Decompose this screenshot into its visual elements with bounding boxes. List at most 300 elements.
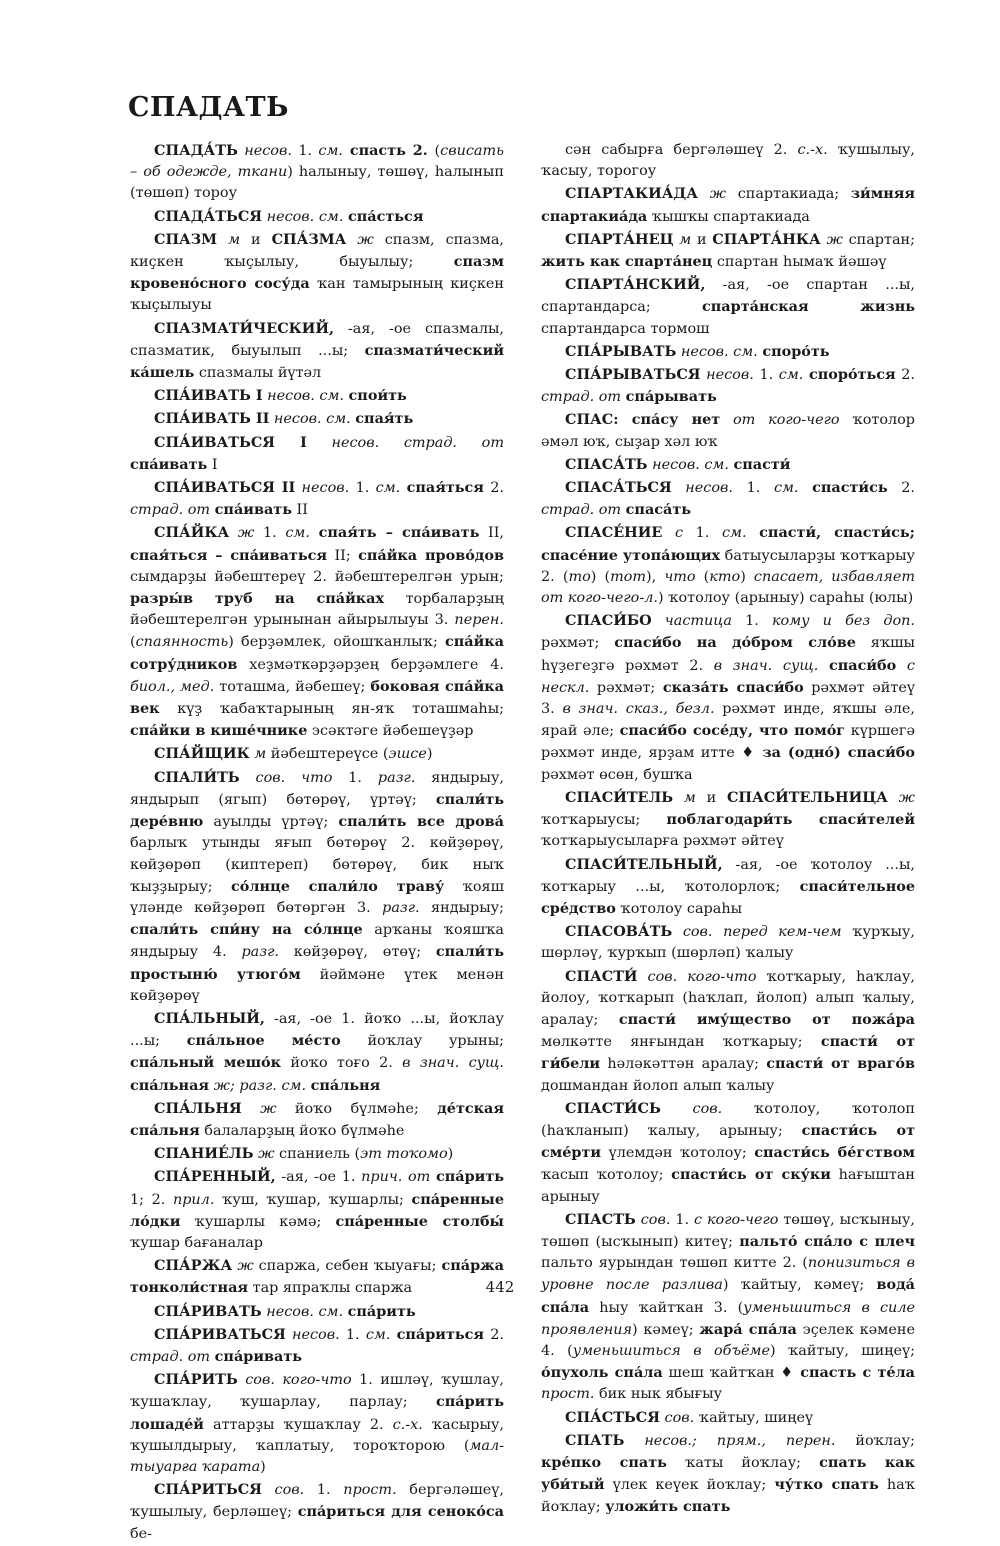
definition-text: ( [695, 568, 710, 585]
grammar-label: ж [346, 231, 385, 248]
definition-text: ) [447, 1146, 454, 1163]
grammar-label: с.-х. [797, 142, 828, 158]
definition-text: 2. [484, 1326, 505, 1343]
example-phrase: спа́рывать [625, 388, 717, 406]
example-phrase: спарта́нская жизнь [702, 298, 915, 316]
grammar-label: сов. [261, 1482, 317, 1499]
headword: СПАСТИ́ [565, 967, 638, 985]
example-phrase: жара́ спа́ла [699, 1320, 797, 1338]
grammar-label: эшсе [388, 746, 427, 763]
grammar-label: несов. см. [676, 343, 763, 360]
headword: СПАСИ́ТЕЛЬНЫЙ, [565, 855, 723, 873]
definition-text: күршегә рәхмәт инде, ярҙам итте ♦ [541, 723, 915, 762]
definition-text: ҡотолор әмәл юҡ, сыҙар хәл юҡ [541, 412, 915, 450]
definition-text: мөлкәтте янғындан ҡотҡарыу; [541, 1034, 821, 1051]
headword: СПАДА́ТЬСЯ [154, 207, 263, 225]
definition-text: 1. [746, 480, 774, 497]
grammar-label: уменьшиться в силе проявления [541, 1299, 916, 1338]
definition-text: ) [426, 746, 433, 763]
grammar-label: несов.; прям., перен. [624, 1432, 856, 1449]
example-phrase: спа́сться [347, 207, 424, 225]
dictionary-entry [130, 522, 504, 742]
definition-text: рәхмәт өсөн, бушҡа [541, 766, 693, 783]
grammar-label: кто [709, 568, 741, 585]
dictionary-entry [541, 454, 915, 476]
example-phrase: спа́ренные ло́дки [130, 1190, 504, 1230]
headword: СПАС: [565, 411, 619, 429]
example-phrase: поблагодари́ть спаси́телей [666, 811, 915, 829]
example-phrase: боковая спа́йка век [130, 677, 504, 718]
grammar-label: сов. перед кем-чем [672, 924, 853, 941]
example-phrase: спа́йка сотру́дников [130, 633, 504, 673]
example-phrase: спа́ивать [130, 455, 208, 473]
headword: СПА́РИВАТЬ [154, 1302, 262, 1320]
dictionary-entry [541, 1209, 915, 1406]
headword: СПА́ЙКА [154, 524, 230, 542]
definition-text: сымдарҙы йәбештереү 2. йәбештерелгән урын; [130, 568, 504, 585]
headword: СПА́РЫВАТЬ [565, 342, 677, 360]
headword: СПАДА́ТЬ [154, 142, 238, 159]
example-phrase: спаси́бо на до́бром сло́ве [614, 634, 856, 652]
dictionary-entry [541, 966, 915, 1097]
dictionary-entry [130, 767, 504, 1007]
definition-text: -ая, -ое спартан ...ы, спартандарса; [541, 277, 915, 316]
definition-text: күҙ ҡабаҡтарының ян-яҡ тоташмаһы; [159, 701, 504, 718]
definition-text: яндырыу, яндырып (ягып) бөтөрөү, үртәү; [130, 769, 504, 808]
grammar-label: ж [697, 186, 738, 203]
grammar-label: эт тоҡомо [360, 1146, 448, 1163]
grammar-label: ж [887, 789, 916, 806]
example-phrase: спа́йки в кише́чнике [130, 722, 308, 740]
definition-text: ) ҡайтыу, кәмеү; [722, 1277, 877, 1294]
definition-text: ( [434, 143, 441, 159]
definition-text: йоҡлау; [855, 1432, 915, 1449]
headword: СПА́РЫВАТЬСЯ [565, 366, 701, 384]
definition-text: спазм, спазма, киҫкен ҡыҫылыу, быуылыу; [130, 231, 504, 271]
grammar-label: м [673, 231, 697, 248]
headword: СПА́СТЬСЯ [565, 1408, 660, 1426]
dictionary-entry [130, 229, 504, 317]
grammar-label: несов. [285, 1326, 346, 1343]
example-phrase: споро́ть [762, 342, 830, 360]
grammar-label: сов. кого-что [237, 1372, 360, 1389]
example-phrase: спа́льный мешо́к [130, 1054, 282, 1072]
grammar-label: несов. см. [262, 388, 349, 405]
grammar-label: в знач. сущ. [402, 1055, 504, 1072]
example-phrase: о́пухоль спа́ла [541, 1364, 663, 1382]
headword: СПА́ИВАТЬ II [154, 410, 270, 428]
example-phrase: спасти́сь бе́гством [754, 1144, 915, 1162]
dictionary-entry [541, 1430, 915, 1519]
example-phrase: спасти́ иму́щество от пожа́ра [618, 1010, 916, 1028]
example-phrase: спазм кровено́сного сосу́да [130, 253, 504, 293]
grammar-label: то [568, 568, 591, 585]
headword: СПА́ИВАТЬ I [154, 387, 263, 405]
example-phrase: разры́в труб на спа́йках [130, 590, 385, 608]
example-phrase: зи́мняя спартакиа́да [541, 185, 915, 225]
grammar-label: прост. [541, 1386, 595, 1403]
definition-text: бик нык ябығыу [594, 1386, 723, 1403]
definition-text: йоҡо тоғо 2. [281, 1055, 403, 1072]
example-phrase: спа́ривать [214, 1347, 303, 1365]
example-phrase: спасти́ от враго́в [766, 1055, 915, 1073]
definition-text: ҡышҡы спартакиада [647, 208, 810, 225]
grammar-label: страд. от [541, 502, 626, 519]
grammar-label: мал-тыуарға ҡарата [130, 1437, 504, 1475]
definition-text: рәхмәт; [541, 635, 615, 652]
headword: СПАСОВА́ТЬ [565, 923, 673, 941]
example-phrase: спасти́, спасти́сь; спасе́ние утопа́ющих [541, 524, 915, 564]
grammar-label: частица [651, 613, 746, 630]
headword: СПАСИ́ТЕЛЬНИЦА [726, 788, 888, 806]
definition-text: ҡотҡарыу, һаҡлау, йолоу, ҡотҡарып (һаҡлап, йолоп) алып ҡалыу, аралау; [541, 968, 915, 1028]
dictionary-entry [541, 183, 915, 227]
grammar-label: кому и без доп. [771, 613, 915, 630]
example-phrase: спасти́ [733, 455, 791, 473]
dictionary-entry [541, 274, 915, 340]
dictionary-entry [541, 140, 915, 182]
definition-text: 1; 2. [130, 1191, 173, 1208]
headword: СПАСА́ТЬ [565, 455, 648, 473]
dictionary-entry [541, 522, 915, 609]
dictionary-entry [541, 1098, 915, 1208]
headword: СПА́ЙЩИК [154, 745, 250, 763]
definition-text: ҡайтыу, шиңеү [698, 1409, 814, 1426]
grammar-label: страд. от [130, 1348, 215, 1365]
grammar-label: см. [365, 1326, 397, 1343]
grammar-label: несов. см. [261, 1303, 348, 1320]
dictionary-entry [130, 1479, 504, 1545]
definition-text: 1. [348, 769, 378, 786]
grammar-label: сов. кого-что [637, 968, 767, 985]
grammar-label: ж [241, 1100, 295, 1117]
dictionary-entry [130, 206, 504, 228]
definition-text: спазмалы йүтәл [194, 365, 322, 382]
example-phrase: спа́ржа тонколи́стная [130, 1257, 504, 1297]
grammar-label: с нескл. [541, 657, 915, 696]
example-phrase: вода́ спа́ла [541, 1276, 915, 1316]
definition-text: и [251, 231, 272, 248]
dictionary-entry [130, 140, 504, 205]
definition-text: II, [479, 525, 504, 542]
example-phrase: спа́рить [435, 1168, 505, 1186]
definition-text: ҡотолоу сараһы [615, 900, 743, 917]
dictionary-entry [541, 787, 915, 853]
grammar-label: см. [773, 480, 813, 497]
definition-text: ( [130, 634, 136, 651]
grammar-label: несов. см. [647, 456, 734, 473]
definition-text: 1. ишләү, ҡушлау, ҡушаҡлау, ҡушарлау, парлау; [130, 1372, 504, 1411]
definition-text: ) [740, 568, 754, 585]
grammar-label: страд. от [541, 389, 626, 406]
headword: СПАСИ́ТЕЛЬ [565, 788, 674, 806]
dictionary-entry [541, 364, 915, 408]
example-phrase: спа́ивать [214, 501, 292, 519]
grammar-label: сов. [660, 1100, 754, 1117]
definition-text: 1. [345, 1326, 366, 1343]
definition-text: спартандарса тормош [541, 320, 710, 337]
definition-text: ҡуш, ҡушар, ҡушарлы; [214, 1191, 412, 1208]
example-phrase: спа́рить лошаде́й [130, 1393, 504, 1433]
grammar-label: ж; разг. см. [209, 1077, 311, 1094]
grammar-label: см. [285, 525, 319, 542]
definition-text: ҡушар бағаналар [130, 1234, 263, 1251]
dictionary-entry [130, 432, 504, 476]
definition-text: ) ҡайтыу, шиңеү; [769, 1342, 915, 1359]
grammar-label: несов. [671, 480, 747, 497]
grammar-label: сов. [635, 1211, 676, 1228]
example-phrase: спа́су нет [618, 411, 721, 429]
example-phrase: спали́ть спи́ну на со́лнце [130, 921, 363, 939]
headword: СПА́РЖА [154, 1257, 233, 1275]
dictionary-entry [541, 341, 915, 363]
grammar-label: ж [253, 1146, 280, 1163]
headword: СПАЗМ [154, 230, 218, 248]
headword: СПАСА́ТЬСЯ [565, 479, 672, 497]
definition-text: төшөү, ысҡыныу, төшөп (ысҡынып) китеү; [541, 1211, 915, 1250]
definition-text: һәләкәттән аралау; [600, 1056, 767, 1073]
example-phrase: спали́ть простыню́ утюго́м [130, 943, 504, 983]
example-phrase: спая́ться – спа́иваться [130, 546, 327, 564]
definition-text: эсәктәге йәбешеүҙәр [307, 723, 474, 740]
headword: СПА́ЛЬНЯ [154, 1099, 242, 1117]
definition-text: -ая, -ое 1. [275, 1169, 362, 1186]
example-phrase: спаса́ть [625, 501, 692, 519]
definition-text: ) ҡотолоу (арыныу) сараһы (юлы) [657, 590, 914, 607]
headword: СПАРТА́НЕЦ [565, 230, 674, 248]
definition-text: спартан һымаҡ йәшәү [712, 254, 887, 271]
headword: СПАЗМАТИ́ЧЕСКИЙ, [154, 319, 334, 337]
definition-text: арҡаны ҡояшҡа яндырыу 4. [130, 922, 504, 961]
grammar-label: несов. [700, 367, 760, 384]
definition-text: 1. [675, 1211, 694, 1228]
headword: СПА́РИВАТЬСЯ [154, 1325, 286, 1343]
dictionary-entry [541, 610, 915, 786]
definition-text: 1. [298, 143, 319, 159]
grammar-label: см. [721, 525, 760, 542]
headword: СПА́ИВАТЬСЯ II [154, 479, 296, 497]
definition-text: II; [327, 547, 359, 564]
grammar-label: несов. [295, 480, 356, 497]
page-number: 442 [485, 1278, 515, 1296]
definition-text: -ая, -ое 1. йоҡо ...ы, йоҡлау ...ы; [130, 1010, 504, 1050]
example-phrase: спа́льное ме́сто [186, 1032, 341, 1050]
headword: СПА́ИВАТЬСЯ I [154, 433, 307, 451]
dictionary-entry [541, 477, 915, 521]
definition-text: I [207, 456, 218, 473]
example-phrase: за (одно́) спаси́бо [762, 744, 915, 762]
example-phrase: жить как спарта́нец [541, 253, 713, 271]
headword: СПА́РИТЬСЯ [154, 1481, 262, 1499]
dictionary-entry [130, 1143, 504, 1165]
dictionary-entry [541, 409, 915, 452]
definition-text: ауылды үртәү; [203, 814, 339, 831]
example-phrase: спа́льная [130, 1076, 210, 1094]
example-phrase: спасти́сь [812, 479, 888, 497]
definition-text: 1. [262, 525, 286, 542]
grammar-label: несов. [237, 143, 299, 159]
definition-text: көйҙөрөү, өтөү; [278, 944, 436, 961]
definition-text: ) [260, 1458, 266, 1475]
definition-text: бергәләшеү, ҡушылыу, берләшеү; [130, 1482, 504, 1521]
headword: СПА́ЛЬНЫЙ, [154, 1009, 265, 1027]
definition-text: II [291, 502, 308, 519]
definition-text: дошмандан йолоп алып ҡалыу [541, 1077, 775, 1094]
dictionary-entry [130, 1098, 504, 1142]
example-phrase: кре́пко спать [541, 1453, 667, 1471]
headword: СПАЛИ́ТЬ [154, 768, 240, 786]
definition-text: хеҙмәткәрҙәрҙең берҙәмлеге 4. [237, 656, 504, 673]
definition-text: барлыҡ утынды яғып бөтөрөү 2. көйҙөрөү, көйҙөрөп (киптереп) бөтөрөү, бик ныҡ ҡыҙҙырыу; [130, 835, 504, 895]
dictionary-entry [130, 318, 504, 385]
definition-text: ҡаты йоҡлау; [666, 1454, 820, 1471]
definition-text: ) кәмеү; [632, 1321, 700, 1338]
definition-text: үлемдән ҡотолоу; [601, 1145, 755, 1162]
grammar-label: м [249, 746, 271, 763]
definition-text: йәбештереүсе ( [270, 746, 389, 763]
definition-text: ), [646, 568, 665, 585]
dictionary-entry [130, 408, 504, 430]
dictionary-entry [130, 743, 504, 765]
grammar-label: ж [232, 1258, 259, 1275]
dictionary-entry [541, 1407, 915, 1429]
definition-text: ) берҙәмлек, ойошҡанлыҡ; [228, 634, 445, 651]
grammar-label: свисать – об одежде, ткани [130, 143, 504, 181]
example-phrase: спа́риться для сеноко́са [297, 1503, 504, 1521]
example-phrase: спасть 2. [343, 142, 435, 159]
headword: СПАСТИ́СЬ [565, 1099, 661, 1117]
dictionary-entry [130, 1369, 504, 1478]
definition-text: һыу ҡайтҡан 3. ( [589, 1299, 744, 1316]
grammar-label: от кого-чего [720, 412, 853, 429]
example-phrase: спаси́бо сосе́ду, что помо́г [619, 722, 846, 740]
grammar-label: несов. страд. от [306, 434, 504, 451]
example-phrase: уложи́ть спать [605, 1498, 731, 1516]
headword: СПАСЕ́НИЕ [565, 524, 663, 542]
definition-text: ҡасырыу, ҡушылдырыу, ҡаплатыу, тороҡторою ( [130, 1416, 504, 1454]
grammar-label: ж [229, 525, 263, 542]
example-phrase: пальто́ спа́ло с плеч [739, 1232, 916, 1250]
grammar-label: ж [820, 231, 849, 248]
definition-text: спартакиада; [737, 186, 851, 203]
grammar-label: перен. [454, 612, 504, 629]
grammar-label: несов. см. [269, 411, 356, 428]
definition-text: бе- [130, 1525, 153, 1542]
definition-text: һағыштан арыныу [541, 1167, 916, 1205]
example-phrase: спасти́сь от ску́ки [671, 1166, 831, 1184]
definition-text: үлек кеүек йоҡлау; [604, 1477, 775, 1494]
headword: СПАРТА́НСКИЙ, [565, 276, 706, 294]
grammar-label: сов. что [239, 769, 349, 786]
grammar-label: с [662, 525, 696, 542]
definition-text: рәхмәт әйтеү 3. [541, 679, 915, 718]
dictionary-entry [130, 477, 504, 521]
definition-text: эҫелек кәмене 4. ( [541, 1321, 916, 1359]
grammar-label: м [217, 231, 251, 248]
grammar-label: в знач. сущ. [713, 657, 829, 674]
headword: СПАСИ́БО [565, 612, 652, 630]
grammar-label: спаянность [135, 634, 229, 651]
definition-text: һаҡ йоҡлау; [541, 1477, 916, 1516]
example-phrase: спали́ть все дрова́ [338, 813, 504, 831]
example-phrase: спасть с те́ла [800, 1364, 915, 1382]
definition-text: ҡурҡыу, шөрләү, ҡурҡып (шөрләп) ҡалыу [541, 924, 915, 962]
grammar-label: с кого-чего [693, 1211, 779, 1228]
definition-text: сән сабырға бергәләшеү 2. [565, 142, 798, 158]
grammar-label: см. [778, 367, 809, 384]
definition-text: 1. [695, 525, 722, 542]
grammar-label: м [673, 789, 707, 806]
example-phrase: спая́ть [355, 410, 414, 428]
definition-text: рәхмәт; [589, 679, 663, 696]
headword: СПАТЬ [565, 1431, 625, 1449]
dictionary-entry [130, 1008, 504, 1097]
dictionary-entry [130, 385, 504, 407]
definition-text: йәймәне үтек менән көйҙөрөү [130, 966, 504, 1004]
definition-text: ҡотҡарыусы; [541, 812, 667, 829]
example-phrase: споро́ться [809, 366, 896, 384]
definition-text: ҡасып ҡотолоу; [541, 1167, 672, 1184]
definition-text: -ая, -ое спазмалы, спазматик, быуылып ...ы; [130, 320, 504, 359]
example-phrase: сказа́ть спаси́бо [662, 678, 804, 696]
definition-text: спартан; [848, 231, 915, 248]
definition-text: йоҡлау урыны; [340, 1033, 504, 1050]
grammar-label: страд. от [130, 502, 215, 519]
example-phrase: спа́йка прово́дов [358, 546, 504, 564]
example-phrase: со́лнце спали́ло траву́ [231, 877, 445, 895]
example-phrase: спасти́сь от сме́рти [541, 1121, 916, 1162]
example-phrase: спои́ть [348, 387, 407, 405]
definition-text: аттарҙы ҡушаҡлау 2. [203, 1416, 393, 1433]
grammar-label: сов. [659, 1409, 699, 1426]
definition-text: яндырыу; [419, 899, 504, 916]
definition-text: 1. [316, 1482, 344, 1499]
definition-text: тоташма, йәбешеү; [214, 678, 371, 695]
grammar-label: прич. от [361, 1169, 436, 1186]
example-phrase: спая́ться [406, 479, 484, 497]
definition-text: тар япраҡлы спаржа [248, 1280, 413, 1297]
definition-text: пальто яурындан төшөп китте 2. ( [541, 1255, 808, 1272]
example-phrase: спа́льня [310, 1076, 381, 1094]
definition-text: ҡушарлы кәмә; [180, 1213, 336, 1230]
dictionary-entry [130, 1301, 504, 1323]
definition-text: 1. [355, 480, 376, 497]
definition-text: и [696, 231, 713, 248]
example-phrase: де́тская спа́льня [130, 1099, 504, 1139]
definition-text: торбаларҙың йәбештерелгән урынынан айырылыуы 3. [130, 591, 504, 629]
headword: СПА́РЕННЫЙ, [154, 1168, 276, 1186]
definition-text: ) ( [590, 568, 611, 585]
grammar-label: см. [318, 143, 343, 159]
dictionary-entry [130, 1324, 504, 1368]
grammar-label: разг. [241, 944, 279, 961]
grammar-label: что [664, 568, 696, 585]
grammar-label: с.-х. [392, 1416, 423, 1433]
definition-text: ҡушылыу, ҡасыу, торогоу [541, 142, 915, 180]
definition-text: и [706, 789, 727, 806]
example-phrase: спая́ть – спа́ивать [318, 524, 480, 542]
headword: СПАРТАКИА́ДА [565, 185, 698, 203]
grammar-label: спасает, избавляет от кого-чего-л. [541, 568, 915, 607]
dictionary-entry [541, 229, 915, 273]
example-phrase: спали́ть дере́вню [130, 790, 504, 831]
grammar-label: уменьшиться в объёме [572, 1342, 770, 1359]
definition-text: 2. [483, 480, 504, 497]
definition-text: -ая, -ое ҡотолоу ...ы, ҡотҡарыу ...ы, ҡотолорлоҡ; [541, 856, 915, 895]
left-column [130, 140, 504, 1546]
grammar-label: разг. [382, 899, 420, 916]
example-phrase: спаси́тельное сре́дство [541, 877, 915, 917]
